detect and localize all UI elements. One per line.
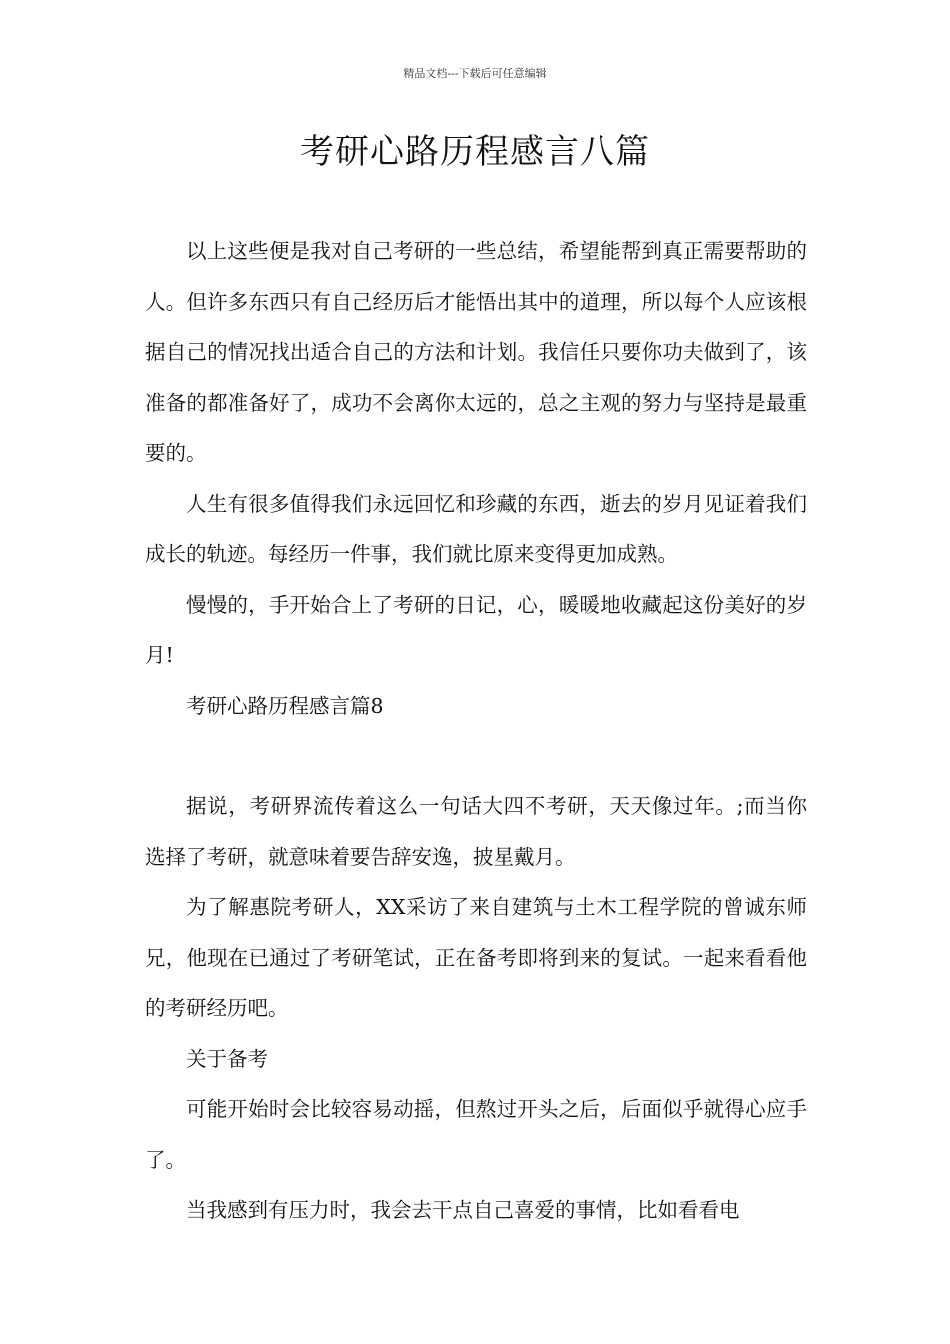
paragraph-saying: 据说，考研界流传着这么一句话大四不考研，天天像过年。;而当你选择了考研，就意味着要告辞安逸，披星戴月。 [145,794,807,869]
paragraph-interview-intro: 为了解惠院考研人，XX采访了来自建筑与土木工程学院的曾诚东师兄，他现在已通过了考研笔试，正在备考即将到来的复试。一起来看看他的考研经历吧。 [145,895,807,1020]
section-heading-essay-8: 考研心路历程感言篇8 [186,693,384,718]
paragraph-beginning-wavering: 可能开始时会比较容易动摇，但熬过开头之后，后面似乎就得心应手了。 [145,1097,807,1172]
paragraph-diary-close: 慢慢的，手开始合上了考研的日记，心，暖暖地收藏起这份美好的岁月! [145,592,807,667]
section-heading-preparation: 关于备考 [186,1046,268,1071]
blank-line [145,731,807,781]
page-header-watermark: 精品文档---下载后可任意编辑 [403,67,547,80]
document-title: 考研心路历程感言八篇 [300,132,650,172]
paragraph-stress-relief: 当我感到有压力时，我会去干点自己喜爱的事情，比如看看电 [186,1198,740,1222]
paragraph-summary: 以上这些便是我对自己考研的一些总结，希望能帮到真正需要帮助的人。但许多东西只有自己经历后才能悟出其中的道理，所以每个人应该根据自己的情况找出适合自己的方法和计划。我信任只要你功夫做到了，该准备的都准备好了，成功不会离你太远的，总之主观的努力与坚持是最重要的。 [145,239,807,465]
paragraph-life-memories: 人生有很多值得我们永远回忆和珍藏的东西，逝去的岁月见证着我们成长的轨迹。每经历一件事，我们就比原来变得更加成熟。 [145,491,807,566]
document-body [145,226,807,1236]
